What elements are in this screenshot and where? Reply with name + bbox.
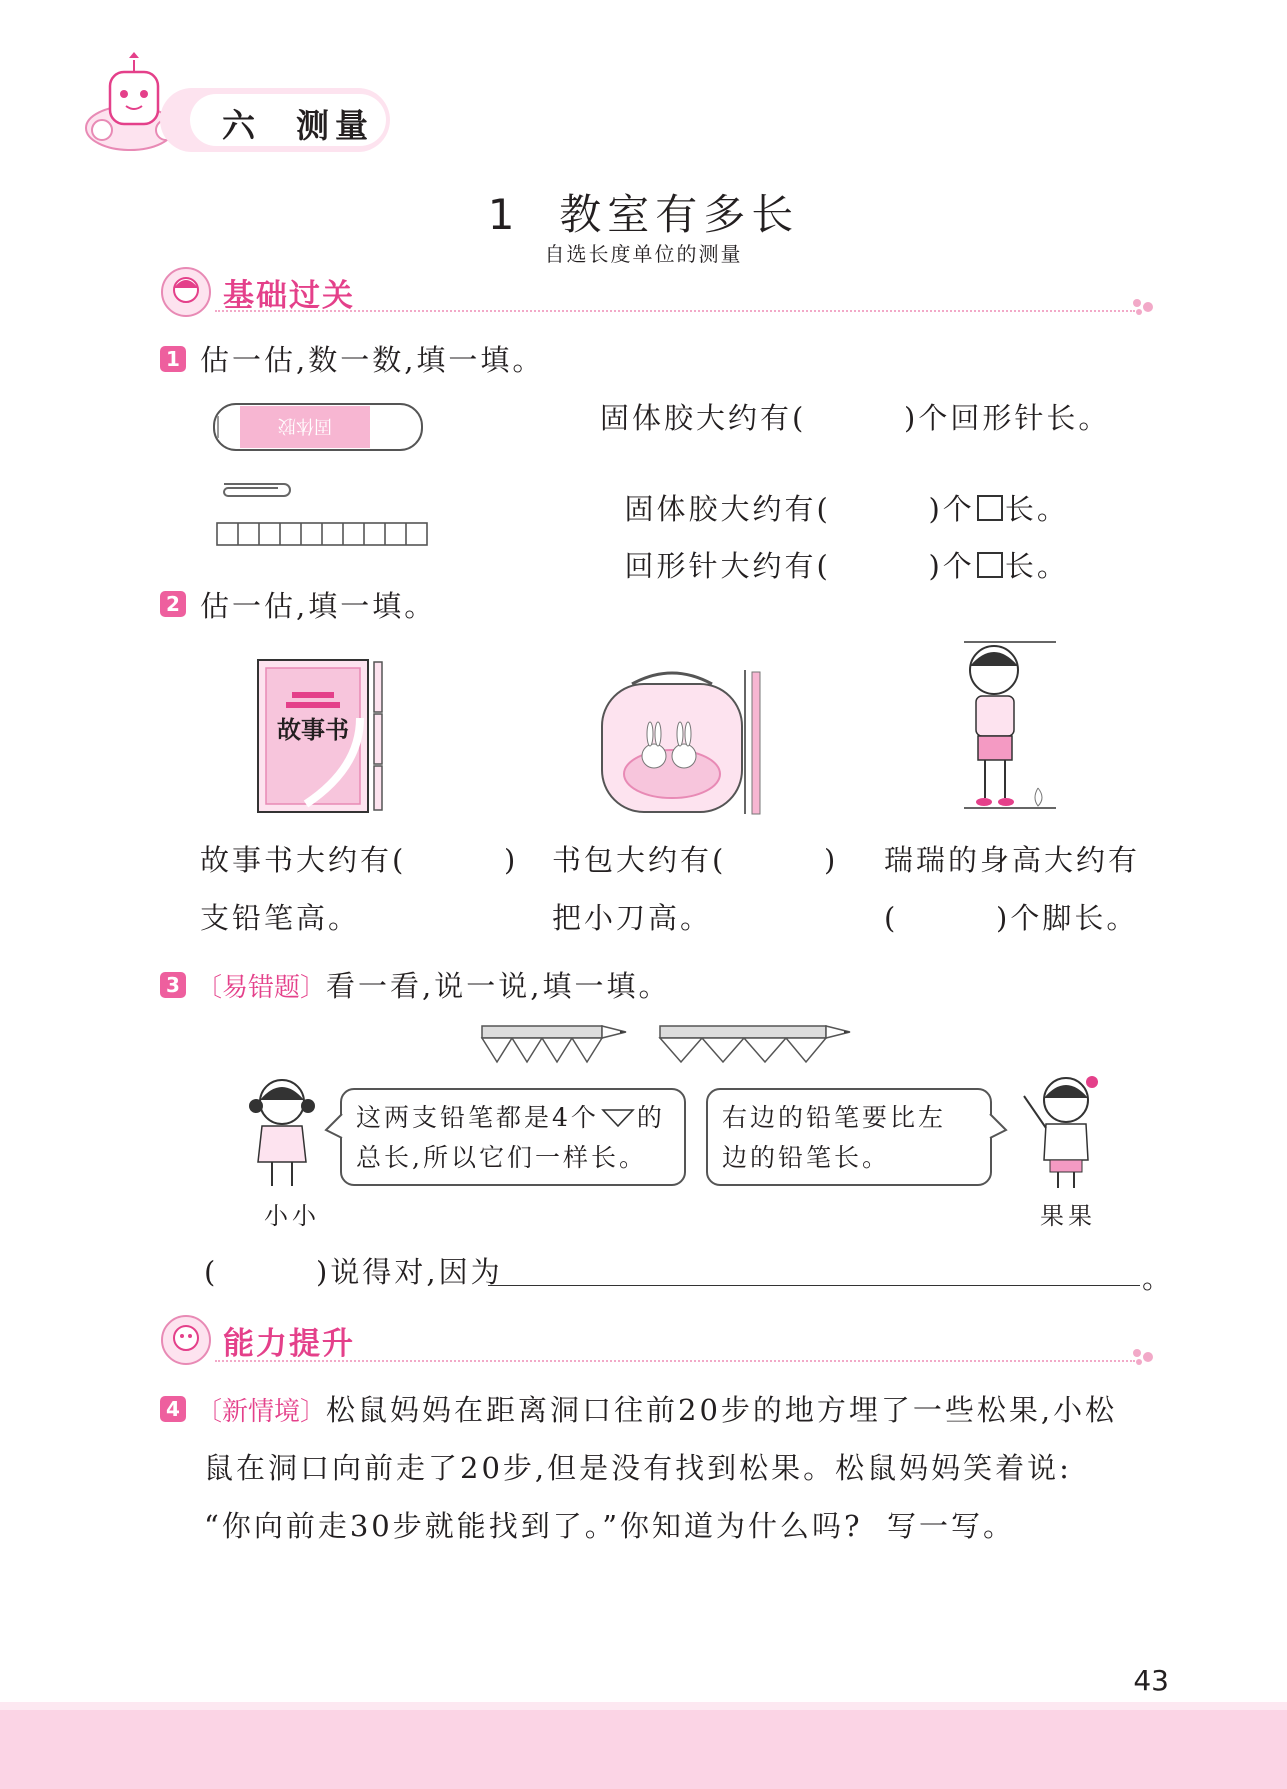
question-number-1: 1 — [160, 346, 186, 372]
q4-line-1 — [196, 1388, 1117, 1429]
q1-line-1: 固体胶大约有( )个回形针长。 — [600, 401, 1111, 435]
bubble-left-text-1a: 这两支铅笔都是4个 — [356, 1103, 599, 1132]
glue-label: 固体胶 — [278, 415, 332, 436]
q2-prompt: 估一估,填一填。 — [200, 589, 437, 623]
bubble-left-line-1 — [356, 1098, 670, 1138]
q2-a-line-1: 故事书大约有( ) — [200, 843, 519, 877]
storybook-image — [256, 658, 388, 816]
lesson-title: 1 教室有多长 — [487, 190, 800, 239]
q2-c-line-1: 瑞瑞的身高大约有 — [884, 843, 1141, 877]
backpack-image — [592, 664, 768, 818]
question-number-2: 2 — [160, 591, 186, 617]
q3-prompt: 看一看,说一说,填一填。 — [326, 969, 671, 1003]
dots-icon — [1132, 1348, 1158, 1366]
q2-b-line-1: 书包大约有( ) — [552, 843, 839, 877]
q4-line-3: “你向前走30步就能找到了。”你知道为什么吗? 写一写。 — [204, 1509, 1016, 1543]
q3-answer-prefix: ( )说得对,因为 — [204, 1255, 503, 1289]
q2-a-line-2: 支铅笔高。 — [200, 901, 361, 935]
q2-b-line-2: 把小刀高。 — [552, 901, 713, 935]
question-number-3: 3 — [160, 972, 186, 998]
q3-answer-line[interactable] — [488, 1285, 1140, 1286]
bubble-tail-left — [324, 1112, 344, 1140]
bubble-left-text-1b: 的 — [636, 1103, 665, 1132]
q4-line-1-text: 松鼠妈妈在距离洞口往前20步的地方埋了一些松果,小松 — [326, 1393, 1118, 1427]
bubble-right-line-1: 右边的铅笔要比左 — [722, 1103, 947, 1132]
paperclip-image — [216, 480, 292, 500]
q3-tag: 〔易错题〕 — [196, 973, 327, 1003]
q4-tag: 〔新情境〕 — [196, 1397, 327, 1427]
section-title-basic: 基础过关 — [223, 278, 355, 314]
glue-stick-image — [210, 398, 428, 456]
q3-prompt-line — [196, 964, 670, 1005]
book-label: 故事书 — [277, 716, 349, 744]
q2-c-line-2: ( )个脚长。 — [884, 901, 1139, 935]
bubble-left-line-2: 总长,所以它们一样长。 — [356, 1143, 647, 1172]
question-number-4: 4 — [160, 1396, 186, 1422]
trophy-avatar-icon — [160, 1314, 212, 1366]
square-units-image — [216, 522, 430, 548]
girl-guoguo-image — [1016, 1066, 1112, 1190]
page-number: 43 — [1133, 1664, 1169, 1697]
bubble-right-line-2: 边的铅笔长。 — [722, 1143, 891, 1172]
section-divider — [215, 1360, 1135, 1362]
triangle-unit-icon — [601, 1108, 635, 1128]
q3-answer-end: 。 — [1142, 1261, 1175, 1295]
speech-bubble-right — [706, 1088, 992, 1186]
section-divider — [215, 310, 1135, 312]
name-guoguo: 果果 — [1040, 1202, 1096, 1230]
name-xiaoxiao: 小小 — [264, 1202, 320, 1230]
q1-line-3-text: 回形针大约有( )个 — [624, 549, 975, 583]
pencil-left-image — [480, 1022, 630, 1066]
q1-prompt: 估一估,数一数,填一填。 — [200, 343, 545, 377]
girl-xiaoxiao-image — [246, 1070, 322, 1190]
q1-line-2-text: 固体胶大约有( )个 — [624, 492, 975, 526]
q4-line-2: 鼠在洞口向前走了20步,但是没有找到松果。松鼠妈妈笑着说: — [204, 1451, 1072, 1485]
q1-line-3 — [600, 510, 1069, 585]
speech-bubble-left — [340, 1088, 686, 1186]
footer-band — [0, 1710, 1287, 1789]
q1-line-3-suffix: 长。 — [1004, 549, 1069, 583]
dots-icon — [1132, 298, 1158, 316]
unit-label: 六 测量 — [222, 106, 374, 145]
boy-standing-image — [958, 638, 1068, 820]
girl-avatar-icon — [160, 266, 212, 318]
lesson-subtitle: 自选长度单位的测量 — [544, 242, 743, 266]
q1-line-2-suffix: 长。 — [1004, 492, 1069, 526]
pencil-right-image — [658, 1022, 854, 1066]
square-unit-icon — [977, 552, 1003, 578]
bubble-tail-right — [988, 1112, 1008, 1140]
section-title-advanced: 能力提升 — [223, 1326, 355, 1362]
